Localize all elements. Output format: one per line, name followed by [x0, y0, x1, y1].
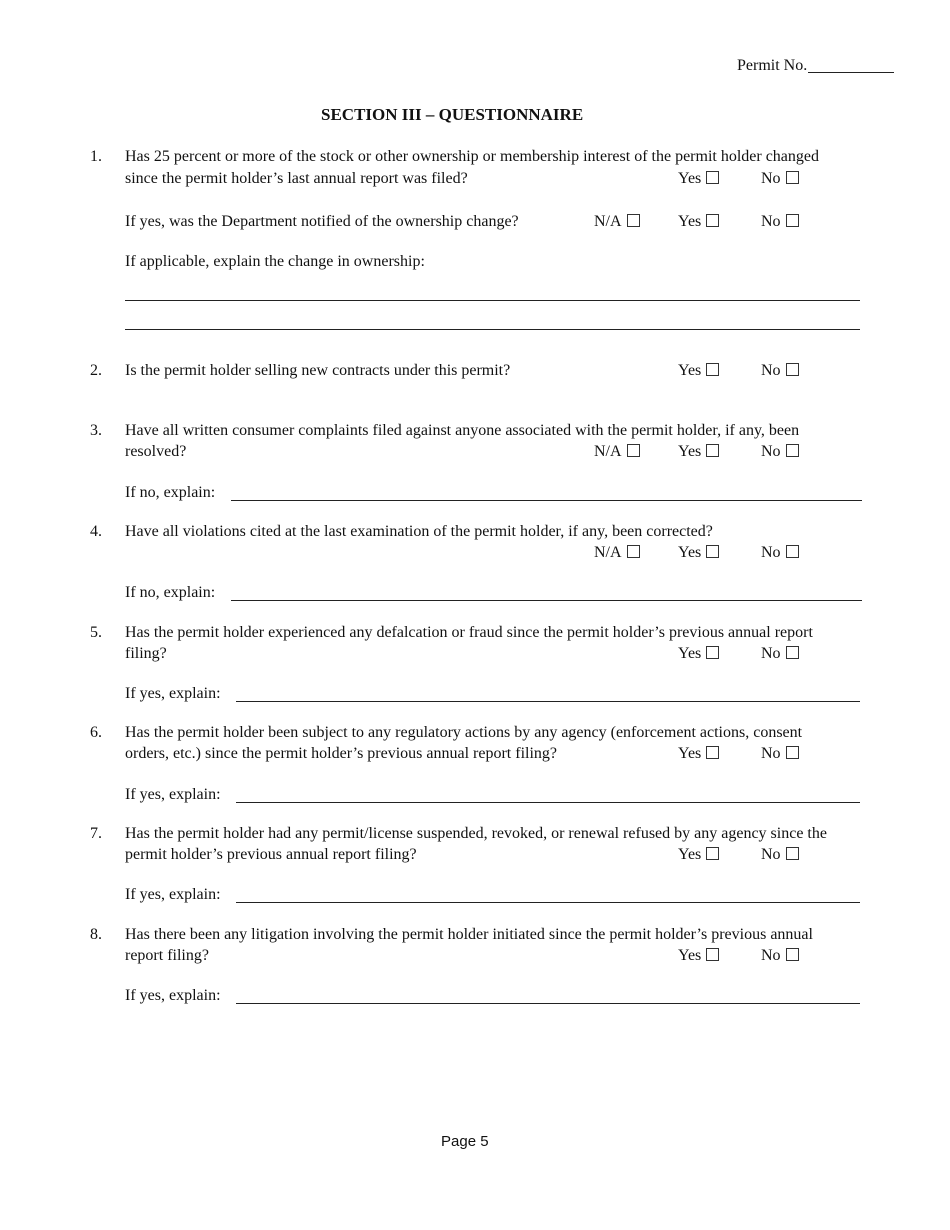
na-option[interactable]: N/A	[594, 214, 640, 230]
explain-label: If yes, explain:	[125, 987, 221, 1004]
question-number: 7.	[90, 825, 102, 842]
question-text: Has the permit holder been subject to any regulatory actions by any agency (enforcement actions, consent	[125, 724, 803, 741]
section-title: SECTION III – QUESTIONNAIRE	[321, 105, 584, 124]
no-option[interactable]: No	[761, 948, 799, 964]
question-text: Has 25 percent or more of the stock or other ownership or membership interest of the permit holder changed	[125, 148, 820, 165]
yes-option[interactable]: Yes	[678, 746, 719, 762]
no-option[interactable]: No	[761, 214, 799, 230]
checkbox-icon[interactable]	[627, 545, 640, 558]
checkbox-icon[interactable]	[706, 363, 719, 376]
yes-option[interactable]: Yes	[678, 363, 719, 379]
no-option[interactable]: No	[761, 363, 799, 379]
no-option[interactable]: No	[761, 545, 799, 561]
na-option[interactable]: N/A	[594, 545, 640, 561]
question-text: Has the permit holder had any permit/license suspended, revoked, or renewal refused by any agency since the	[125, 825, 827, 842]
explain-line[interactable]	[236, 902, 860, 903]
explain-line[interactable]	[231, 600, 862, 601]
permit-number-field[interactable]	[808, 72, 894, 73]
checkbox-icon[interactable]	[627, 444, 640, 457]
question-text: permit holder’s previous annual report filing?	[125, 846, 417, 863]
checkbox-icon[interactable]	[786, 363, 799, 376]
yes-option[interactable]: Yes	[678, 646, 719, 662]
question-number: 6.	[90, 724, 102, 741]
checkbox-icon[interactable]	[786, 646, 799, 659]
no-option[interactable]: No	[761, 171, 799, 187]
explain-label: If yes, explain:	[125, 685, 221, 702]
question-text: since the permit holder’s last annual report was filed?	[125, 170, 468, 187]
question-text: Has the permit holder experienced any defalcation or fraud since the permit holder’s previous annual report	[125, 624, 813, 641]
explain-line[interactable]	[236, 802, 860, 803]
explain-line[interactable]	[125, 329, 860, 330]
question-text: filing?	[125, 645, 167, 662]
question-text: Have all written consumer complaints filed against anyone associated with the permit holder, if any, been	[125, 422, 800, 439]
checkbox-icon[interactable]	[706, 746, 719, 759]
yes-option[interactable]: Yes	[678, 948, 719, 964]
checkbox-icon[interactable]	[786, 171, 799, 184]
checkbox-icon[interactable]	[706, 646, 719, 659]
checkbox-icon[interactable]	[706, 948, 719, 961]
sub-question-text: If applicable, explain the change in ownership:	[125, 253, 425, 270]
checkbox-icon[interactable]	[786, 545, 799, 558]
explain-line[interactable]	[236, 1003, 860, 1004]
checkbox-icon[interactable]	[786, 444, 799, 457]
no-option[interactable]: No	[761, 746, 799, 762]
question-text: Has there been any litigation involving the permit holder initiated since the permit holder’s previous annual	[125, 926, 813, 943]
question-text: resolved?	[125, 443, 187, 460]
no-option[interactable]: No	[761, 847, 799, 863]
question-number: 1.	[90, 148, 102, 165]
question-number: 3.	[90, 422, 102, 439]
checkbox-icon[interactable]	[786, 214, 799, 227]
question-number: 5.	[90, 624, 102, 641]
page-number: Page 5	[441, 1133, 489, 1150]
checkbox-icon[interactable]	[627, 214, 640, 227]
checkbox-icon[interactable]	[706, 545, 719, 558]
yes-option[interactable]: Yes	[678, 171, 719, 187]
explain-label: If yes, explain:	[125, 786, 221, 803]
checkbox-icon[interactable]	[786, 847, 799, 860]
question-text: orders, etc.) since the permit holder’s previous annual report filing?	[125, 745, 558, 762]
checkbox-icon[interactable]	[706, 214, 719, 227]
explain-label: If no, explain:	[125, 584, 216, 601]
question-text: Is the permit holder selling new contracts under this permit?	[125, 362, 511, 379]
sub-question-text: If yes, was the Department notified of the ownership change?	[125, 213, 519, 230]
question-number: 8.	[90, 926, 102, 943]
yes-option[interactable]: Yes	[678, 444, 719, 460]
explain-label: If no, explain:	[125, 484, 216, 501]
explain-label: If yes, explain:	[125, 886, 221, 903]
checkbox-icon[interactable]	[786, 746, 799, 759]
no-option[interactable]: No	[761, 444, 799, 460]
yes-option[interactable]: Yes	[678, 214, 719, 230]
checkbox-icon[interactable]	[706, 444, 719, 457]
question-number: 2.	[90, 362, 102, 379]
explain-line[interactable]	[125, 300, 860, 301]
question-text: report filing?	[125, 947, 209, 964]
na-option[interactable]: N/A	[594, 444, 640, 460]
question-text: Have all violations cited at the last examination of the permit holder, if any, been corrected?	[125, 523, 713, 540]
yes-option[interactable]: Yes	[678, 847, 719, 863]
checkbox-icon[interactable]	[786, 948, 799, 961]
no-option[interactable]: No	[761, 646, 799, 662]
permit-number-label: Permit No.	[737, 57, 808, 74]
explain-line[interactable]	[231, 500, 862, 501]
question-number: 4.	[90, 523, 102, 540]
yes-option[interactable]: Yes	[678, 545, 719, 561]
explain-line[interactable]	[236, 701, 860, 702]
checkbox-icon[interactable]	[706, 171, 719, 184]
checkbox-icon[interactable]	[706, 847, 719, 860]
